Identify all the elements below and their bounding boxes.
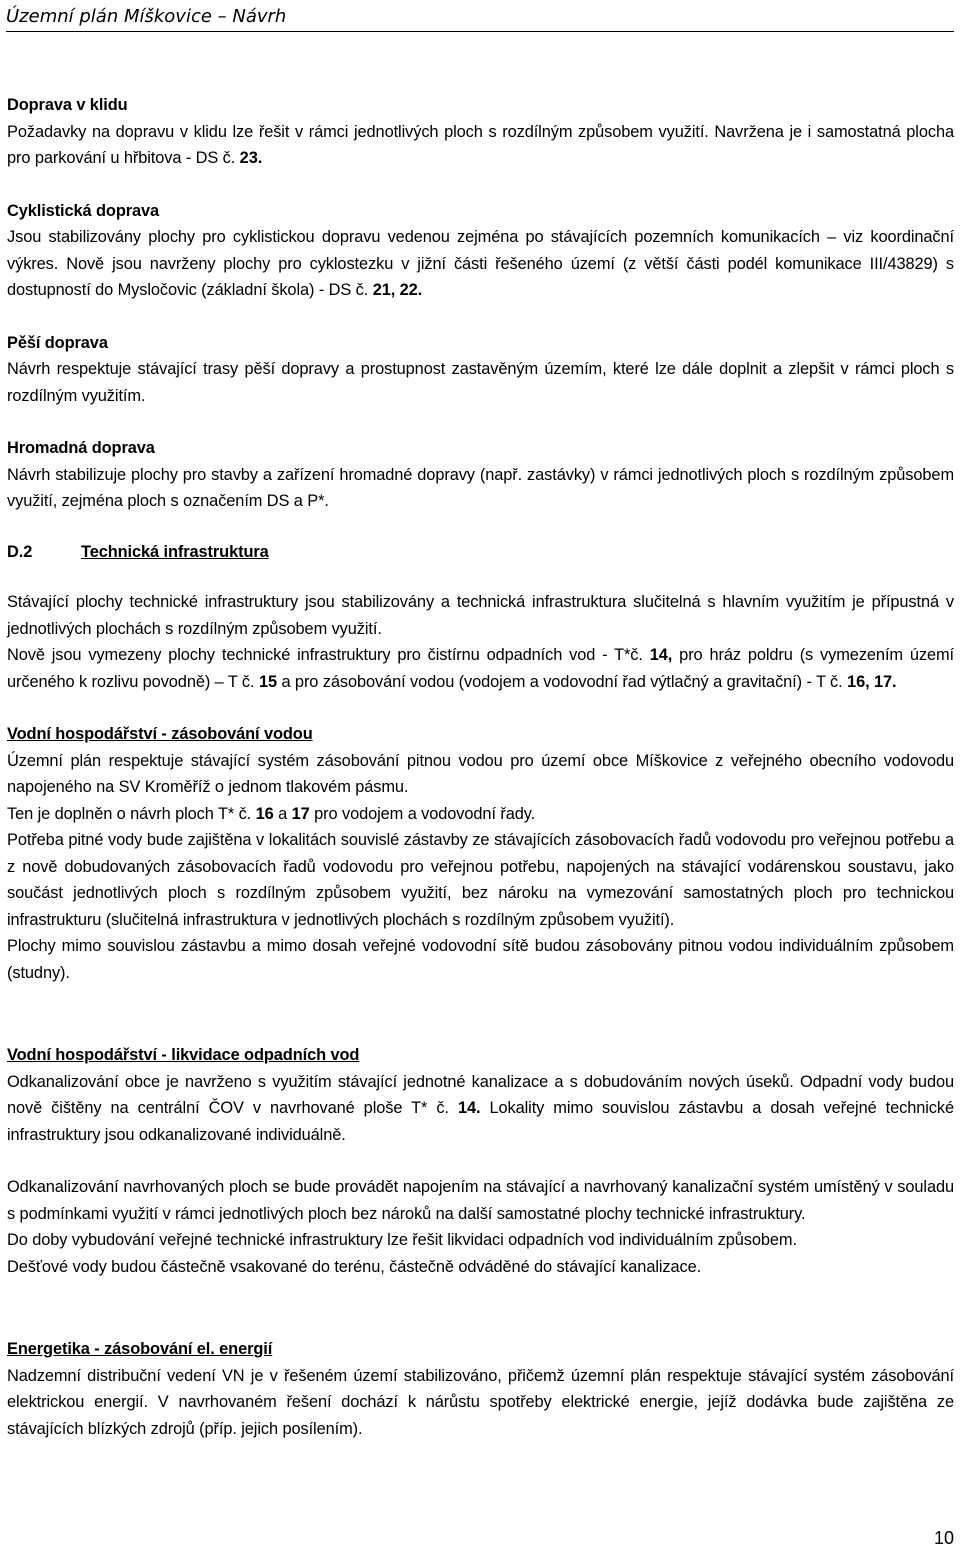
document-body — [7, 92, 954, 1442]
heading-hromadna-doprava: Hromadná doprava — [7, 439, 155, 457]
chapter-heading-technicka — [7, 539, 954, 566]
paragraph-energetika: Nadzemní distribuční vedení VN je v řešeném území stabilizováno, přičemž územní plán respektuje stávající systém zásobování elektrickou energií. V navrhovaném řešení dochází k nárůstu spotřeby elektrické energie, jejíž dodávka bude zajištěna ze stávajících blízkých zdrojů (příp. jejich posílením). — [7, 1366, 954, 1438]
heading-vodni-zasobovani: Vodní hospodářství - zásobování vodou — [7, 725, 313, 743]
page-header — [6, 4, 954, 32]
chapter-title: Technická infrastruktura — [81, 542, 269, 561]
heading-energetika: Energetika - zásobování el. energií — [7, 1340, 273, 1358]
paragraph-vodni-likvidace-1: Odkanalizování obce je navrženo s využitím stávající jednotné kanalizace a s dobudováním nových úseků. Odpadní vody budou nově čištěny na centrální ČOV v navrhované ploše T* č. 14. Lokality mimo souvislou zástavbu a dosah veřejné technické infrastruktury jsou odkanalizované individuálně. — [7, 1072, 954, 1144]
paragraph-technicka-1: Stávající plochy technické infrastruktury jsou stabilizovány a technická infrastruktura slučitelná s hlavním využitím je přípustná v jednotlivých plochách s rozdílným způsobem využití. — [7, 593, 954, 638]
paragraph-vodni-zasobovani-1: Územní plán respektuje stávající systém zásobování pitnou vodou pro území obce Míškovice z veřejného obecního vodovodu napojeného na SV Kroměříž o jednom tlakovém pásmu. — [7, 751, 954, 796]
page-number: 10 — [933, 1528, 954, 1548]
heading-vodni-likvidace: Vodní hospodářství - likvidace odpadních vod — [7, 1046, 360, 1064]
paragraph-hromadna-doprava: Návrh stabilizuje plochy pro stavby a zařízení hromadné dopravy (např. zastávky) v rámci jednotlivých ploch s rozdílným způsobem využití, zejména ploch s označením DS a P*. — [7, 465, 954, 510]
chapter-number: D.2 — [7, 542, 33, 561]
paragraph-cyklisticka-doprava: Jsou stabilizovány plochy pro cyklistickou dopravu vedenou zejména po stávajících pozemních komunikacích – viz koordinační výkres. Nově jsou navrženy plochy pro cyklostezku v jižní části řešeného území (z větší části podél komunikace III/43829) s dostupností do Mysločovic (základní škola) - DS č. 21, 22. — [7, 228, 954, 299]
paragraph-vodni-likvidace-4: Dešťové vody budou částečně vsakované do terénu, částečně odváděné do stávající kanalizace. — [7, 1257, 702, 1276]
paragraph-vodni-likvidace-3: Do doby vybudování veřejné technické infrastruktury lze řešit likvidaci odpadních vod individuálním způsobem. — [7, 1231, 797, 1249]
paragraph-vodni-likvidace-2: Odkanalizování navrhovaných ploch se bude provádět napojením na stávající a navrhovaný kanalizační systém umístěný v souladu s podmínkami využití v rámci jednotlivých ploch bez nároků na další samostatné plochy technické infrastruktury. — [7, 1178, 954, 1223]
paragraph-vodni-zasobovani-3: Potřeba pitné vody bude zajištěna v lokalitách souvislé zástavby ze stávajících zásobovacích řadů vodovodu pro veřejnou potřebu a z nově dobudovaných zásobovacích řadů vodovodu pro veřejnou potřebu, napojených na stávající vodárenskou soustavu, jako součást jednotlivých ploch s rozdílným způsobem využití, bez nároku na vymezování samostatných ploch pro technickou infrastrukturu (slučitelná infrastruktura v jednotlivých plochách s rozdílným způsobem využití). — [7, 831, 954, 929]
heading-doprava-v-klidu: Doprava v klidu — [7, 96, 128, 114]
paragraph-vodni-zasobovani-4: Plochy mimo souvislou zástavbu a mimo dosah veřejné vodovodní sítě budou zásobovány pitnou vodou individuálním způsobem (studny). — [7, 937, 954, 982]
heading-pesi-doprava: Pěší doprava — [7, 333, 108, 352]
paragraph-pesi-doprava: Návrh respektuje stávající trasy pěší dopravy a prostupnost zastavěným územím, které lze dále doplnit a zlepšit v rámci ploch s rozdílným využitím. — [7, 360, 954, 405]
paragraph-vodni-zasobovani-2: Ten je doplněn o návrh ploch T* č. 16 a 17 pro vodojem a vodovodní řady. — [7, 804, 536, 823]
document-title: Územní plán Míškovice – Návrh — [6, 6, 287, 27]
heading-cyklisticka-doprava: Cyklistická doprava — [7, 201, 160, 220]
paragraph-doprava-v-klidu: Požadavky na dopravu v klidu lze řešit v rámci jednotlivých ploch s rozdílným způsobem využití. Navržena je i samostatná plocha pro parkování u hřbitova - DS č. 23. — [7, 122, 954, 167]
paragraph-technicka-2: Nově jsou vymezeny plochy technické infrastruktury pro čistírnu odpadních vod - T*č. 14, pro hráz poldru (s vymezením území určeného k rozlivu povodně) – T č. 15 a pro zásobování vodou (vodojem a vodovodní řad výtlačný a gravitační) - T č. 16, 17. — [7, 646, 954, 691]
